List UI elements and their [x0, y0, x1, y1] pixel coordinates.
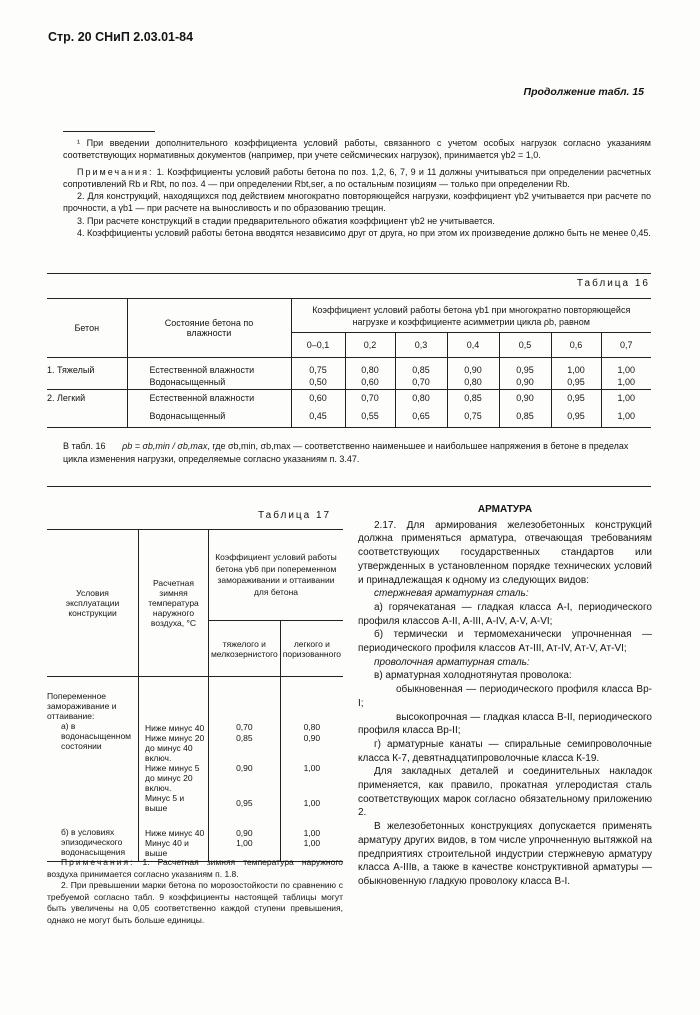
value-cell: 0,90: [499, 375, 551, 390]
temp-cell: Ниже минус 40: [139, 721, 209, 733]
col-coefficient: Коэффициент условий работы бетона γb1 при многократно повторяющейся нагрузке и коэффициенте асимметрии цикла ρb, равном: [291, 299, 651, 333]
value-cell: 0,75: [291, 358, 345, 375]
concrete-cell: 1. Тяжелый: [47, 358, 127, 375]
col-temperature: Расчетная зимняя температура наружного воздуха, °С: [139, 530, 209, 677]
value-cell: 0,70: [395, 375, 447, 390]
col-coefficient: Коэффициент условий работы бетона γb6 при попеременном замораживании и оттаивании для бетона: [208, 530, 343, 621]
paragraph-2-17: 2.17. Для армирования железобетонных конструкций должна применяться арматура, отвечающая требованиям соответствующих государственных стандартов или утвержденных в установленном порядке технических условий и принадлежащая к одному из следующих видов:: [358, 519, 652, 586]
state-cell: Естественной влажности: [127, 358, 291, 375]
rho-header: 0,6: [551, 333, 601, 358]
note-2: 2. Для конструкций, находящихся под действием многократно повторяющейся нагрузки, коэффициент γb2 учитывается при расчете по прочности, а γb1 — при расчете на выносливость и по образованию трещин.: [63, 191, 651, 214]
concrete-cell: [47, 375, 127, 390]
rho-header: 0,5: [499, 333, 551, 358]
temp-cell: Минус 5 и выше: [139, 793, 209, 813]
value-cell: 1,00: [208, 838, 280, 861]
paragraph-embedded: Для закладных деталей и соединительных накладок применяется, как правило, прокатная углеродистая сталь соответствующих марок согласно обязательному приложению 2.: [358, 766, 652, 819]
value-cell: 0,60: [345, 375, 395, 390]
item-v2: высокопрочная — гладкая класса В-II, периодического профиля класса Вр-II;: [358, 711, 652, 737]
item-v: в) арматурная холоднотянутая проволока:: [374, 670, 572, 682]
table-row: [47, 358, 651, 375]
value-cell: 0,55: [345, 406, 395, 428]
rho-formula: ρb = σb,min / σb,max: [122, 441, 208, 451]
value-cell: 0,90: [499, 390, 551, 406]
table-row: [47, 406, 651, 428]
footnote: ¹ При введении дополнительного коэффициента условий работы, связанного с учетом особых нагрузок согласно указаниям соответствующих нормативных документов (например, при учете сейсмических нагрузок), принимается γb2 = 1,0.: [63, 138, 651, 161]
col-conditions: Условия эксплуатации конструкции: [47, 530, 139, 677]
value-cell: 0,80: [303, 722, 321, 732]
state-cell: Естественной влажности: [127, 390, 291, 406]
value-cell: 0,85: [499, 406, 551, 428]
state-cell: Водонасыщенный: [127, 406, 291, 428]
value-cell: 0,90: [447, 358, 499, 375]
table17-notes: [47, 857, 343, 926]
value-cell: 1,00: [617, 411, 636, 422]
value-cell: 0,95: [551, 390, 601, 406]
value-cell: 0,95: [551, 406, 601, 428]
state-cell: Водонасыщенный: [127, 375, 291, 390]
value-cell: 1,00: [303, 763, 321, 773]
value-cell: 0,70: [208, 721, 280, 733]
temp-cell: Ниже минус 5 до минус 20 включ.: [139, 763, 209, 793]
table17-title: Таблица 17: [258, 510, 332, 521]
col-state: Состояние бетона по влажности: [127, 299, 291, 358]
value-cell: 1,00: [617, 364, 636, 375]
table-row: [47, 375, 651, 390]
value-cell: 1,00: [617, 392, 636, 403]
rho-header: 0,2: [345, 333, 395, 358]
table15-notes: [63, 137, 651, 239]
value-cell: 0,80: [447, 375, 499, 390]
value-cell: 0,95: [499, 358, 551, 375]
col-concrete: Бетон: [47, 299, 127, 358]
note-1: Примечания: 1. Коэффициенты условий работы бетона по поз. 1,2, 6, 7, 9 и 11 должны учитываться при определении расчетных сопротивлений Rb и Rbt, по поз. 4 — при определении Rbt,ser, а по остальным позициям — только при определении Rb.: [63, 166, 651, 189]
table16-title: Таблица 16: [576, 278, 650, 289]
value-cell: 1,00: [551, 358, 601, 375]
group-label: а) в водонасыщенном состоянии: [47, 721, 139, 813]
value-cell: 0,45: [291, 406, 345, 428]
value-cell: 0,80: [345, 358, 395, 375]
value-cell: 1,00: [280, 838, 343, 861]
value-cell: 0,85: [208, 733, 280, 763]
rho-header: 0,3: [395, 333, 447, 358]
item-a: а) горячекатаная — гладкая класса A-I, периодического профиля классов A-II, A-III, A-IV, A-V, A-VI;: [358, 601, 652, 627]
section-label: Попеременное замораживание и оттаивание:: [47, 677, 139, 722]
footnote-rule: [63, 131, 155, 132]
note-3: 3. При расчете конструкций в стадии предварительного обжатия коэффициент γb2 не учитывается.: [77, 215, 495, 226]
subheading-wire: проволочная арматурная сталь:: [374, 656, 530, 668]
temp-cell: Ниже минус 40: [139, 827, 209, 838]
temp-cell: Ниже минус 20 до минус 40 включ.: [139, 733, 209, 763]
section-heading: АРМАТУРА: [477, 504, 533, 515]
value-cell: 0,65: [395, 406, 447, 428]
value-cell: 0,95: [208, 793, 280, 813]
value-cell: 0,90: [303, 733, 321, 743]
table16: [47, 298, 651, 428]
note-4: 4. Коэффициенты условий работы бетона вводятся независимо друг от друга, но при этом их произведение должно быть не менее 0,45.: [77, 228, 651, 239]
value-cell: 0,90: [208, 763, 280, 793]
value-cell: 0,75: [447, 406, 499, 428]
note-1: Примечания: 1. Расчетная зимняя температура наружного воздуха принимается согласно указаниям п. 1.8.: [47, 857, 343, 879]
value-cell: 0,85: [447, 390, 499, 406]
col-light: легкого и поризованного: [280, 621, 343, 677]
item-v1: обыкновенная — периодического профиля класса Вр-I;: [358, 684, 652, 709]
paragraph-other: В железобетонных конструкциях допускается применять арматуру других видов, в том числе упрочненную вытяжкой на предприятиях строительной индустрии стержневую арматуру класса А-IIIв, а также в качестве конструктивной арматуры — обыкновенную гладкую проволоку класса В-I.: [358, 821, 652, 887]
value-cell: 1,00: [303, 798, 321, 808]
value-cell: 0,95: [551, 375, 601, 390]
table-continuation-label: Продолжение табл. 15: [523, 86, 644, 98]
value-cell: 0,80: [395, 390, 447, 406]
rho-header: 0,7: [601, 333, 651, 358]
value-cell: 1,00: [601, 375, 651, 390]
concrete-cell: [47, 406, 127, 428]
rho-header: 0–0,1: [291, 333, 345, 358]
item-g: г) арматурные канаты — спиральные семипроволочные класса К-7, девятнадцатипроволочные класса К-19.: [358, 738, 652, 764]
value-cell: 0,85: [395, 358, 447, 375]
section-rule: [47, 273, 651, 274]
temp-cell: Минус 40 и выше: [139, 838, 209, 861]
table17: [47, 529, 343, 862]
rho-header: 0,4: [447, 333, 499, 358]
item-b: б) термически и термомеханически упрочненная — периодического профиля классов Aт-III, Aт-IV, Aт-V, Aт-VI;: [358, 629, 652, 655]
table-row: [47, 721, 343, 733]
table16-footnote: В табл. 16 ρb = σb,min / σb,max, где σb,min, σb,max — соответственно наименьшее и наибольшее напряжения в бетоне в пределах цикла изменения нагрузки, определяемые согласно указаниям п. 3.47.: [63, 441, 629, 464]
armatura-section: [358, 503, 652, 889]
value-cell: 0,90: [208, 827, 280, 838]
subheading-rod: стержневая арматурная сталь:: [374, 588, 529, 600]
page-header: Стр. 20 СНиП 2.03.01-84: [48, 30, 194, 44]
table-row: [47, 827, 343, 838]
value-cell: 0,70: [345, 390, 395, 406]
concrete-cell: 2. Легкий: [47, 390, 127, 406]
col-heavy: тяжелого и мелкозернистого: [208, 621, 280, 677]
value-cell: 1,00: [303, 827, 321, 838]
note-2: 2. При превышении марки бетона по морозостойкости по сравнению с требуемой согласно табл. 9 коэффициенты настоящей таблицы могут быть увеличены на 0,05 соответственно каждой ступени превышения, однако не могут быть больше единицы.: [47, 880, 343, 925]
table-row: [47, 390, 651, 406]
value-cell: 0,60: [291, 390, 345, 406]
value-cell: 0,50: [291, 375, 345, 390]
section-rule: [47, 486, 651, 487]
group-label: б) в условиях эпизодического водонасыщения: [47, 827, 139, 862]
